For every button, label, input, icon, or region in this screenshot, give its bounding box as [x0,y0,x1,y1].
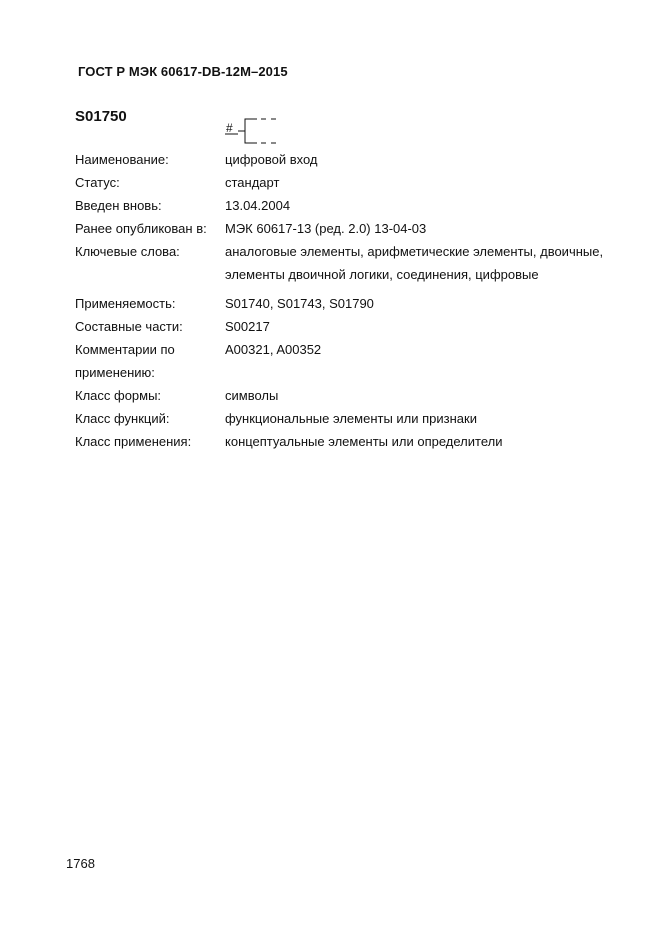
field-value [225,240,635,286]
field-label: Применяемость: [75,296,176,311]
field-label-line: Комментарии по [75,342,175,357]
field-application-notes [75,338,635,384]
field-value: A00321, A00352 [225,342,322,357]
symbol-attributes [75,148,635,453]
digital-input-symbol-icon [224,112,284,148]
field-label: Ключевые слова: [75,244,180,259]
field-value-line: аналоговые элементы, арифметические элементы, двоичные, [225,244,604,259]
field-value: стандарт [225,175,280,190]
field-introduced [75,194,635,217]
symbol-id: S01750 [75,108,127,125]
field-label [75,338,223,384]
field-label: Класс применения: [75,434,192,449]
field-value: МЭК 60617-13 (ред. 2.0) 13-04-03 [225,221,427,236]
field-name [75,148,635,171]
field-application-class [75,430,635,453]
field-value: S00217 [225,319,270,334]
field-label: Составные части: [75,319,183,334]
field-value: функциональные элементы или признаки [225,411,477,426]
field-shape-class [75,384,635,407]
standard-code: ГОСТ Р МЭК 60617-DB-12M–2015 [78,64,288,79]
field-components [75,315,635,338]
field-label: Класс функций: [75,411,170,426]
symbol-hash-glyph: # [226,121,233,135]
field-keywords [75,240,635,286]
field-value-line: элементы двоичной логики, соединения, цифровые [225,267,539,282]
field-function-class [75,407,635,430]
page-number: 1768 [66,856,95,871]
field-label: Класс формы: [75,388,162,403]
field-value: цифровой вход [225,152,318,167]
field-label: Ранее опубликован в: [75,221,207,236]
branch-bracket [238,119,257,143]
field-value: 13.04.2004 [225,198,291,213]
field-applicability [75,292,635,315]
field-previously-published [75,217,635,240]
field-value: символы [225,388,279,403]
field-label: Введен вновь: [75,198,162,213]
field-value: концептуальные элементы или определители [225,434,503,449]
field-value: S01740, S01743, S01790 [225,296,374,311]
field-label-line: применению: [75,365,155,380]
field-label: Статус: [75,175,120,190]
field-status [75,171,635,194]
field-label: Наименование: [75,152,169,167]
